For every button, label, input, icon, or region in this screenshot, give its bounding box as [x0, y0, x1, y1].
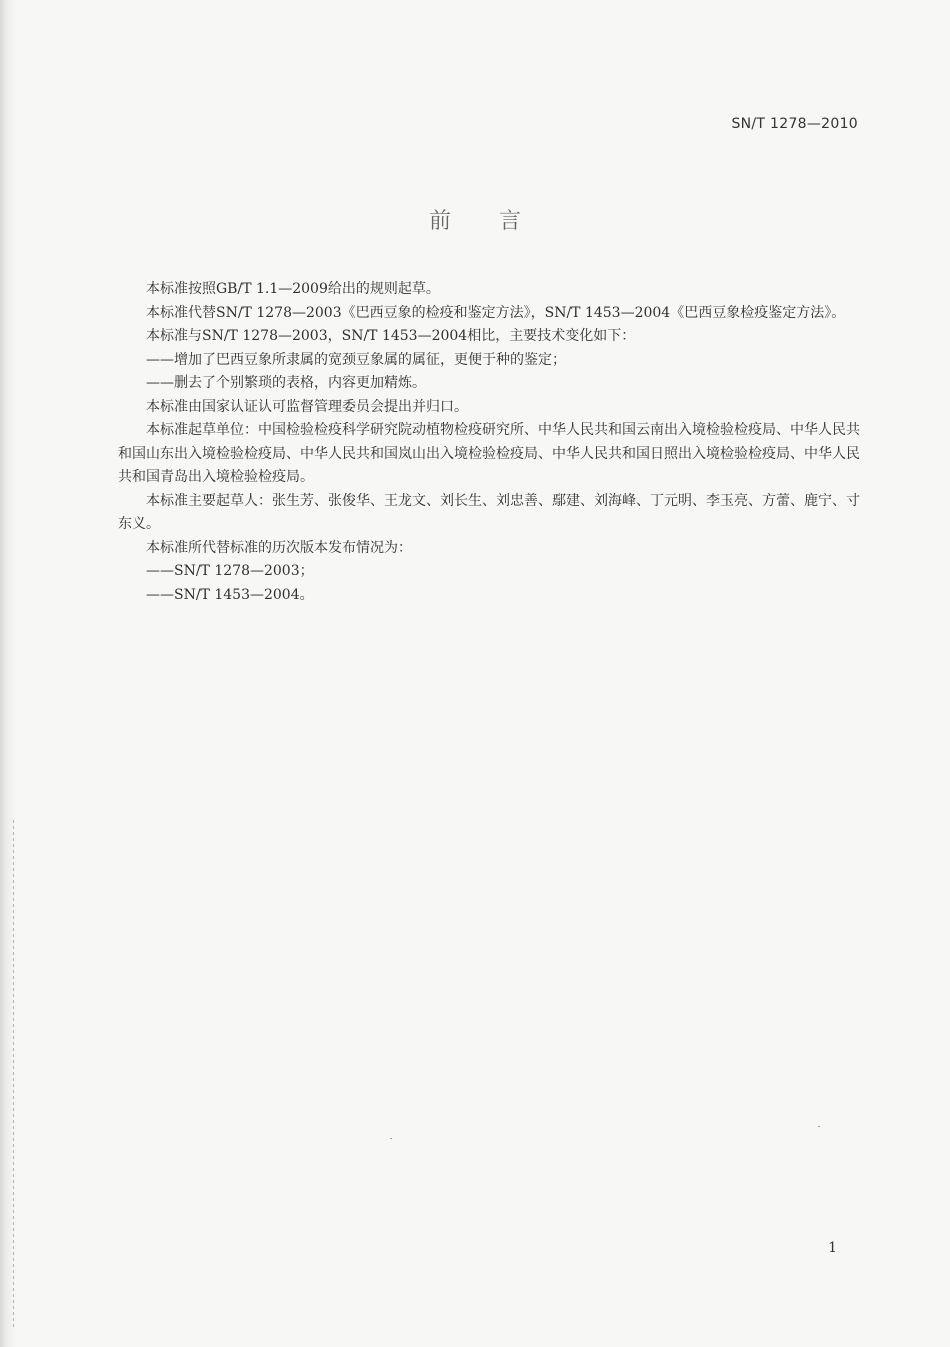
scan-speck [390, 1138, 392, 1139]
scan-edge-line [13, 820, 14, 1330]
list-item-change-1: ——增加了巴西豆象所隶属的宽颈豆象属的属征，更便于种的鉴定； [146, 351, 566, 368]
scan-speck [818, 1126, 820, 1127]
paragraph-drafting-units: 本标准起草单位：中国检验检疫科学研究院动植物检疫研究所、中华人民共和国云南出入境检验检疫局、中华人民共和国山东出入境检验检疫局、中华人民共和国岚山出入境检验检疫局、中华人民共和国日照出入境检验检疫局、中华人民共和国青岛出入境检验检疫局。 [118, 422, 860, 485]
list-item-change-2: ——删去了个别繁琐的表格，内容更加精炼。 [146, 375, 426, 391]
page-title: 前言 [428, 209, 569, 234]
list-item-history-1: ——SN/T 1278—2003； [146, 563, 314, 579]
paragraph-drafters: 本标准主要起草人：张生芳、张俊华、王龙文、刘长生、刘忠善、鄢建、刘海峰、丁元明、李玉亮、方蕾、鹿宁、寸东义。 [118, 492, 860, 532]
standard-code: SN/T 1278—2010 [731, 116, 858, 132]
page-number: 1 [828, 1240, 837, 1256]
paragraph-history-intro: 本标准所代替标准的历次版本发布情况为： [146, 539, 412, 556]
paragraph-replaces: 本标准代替SN/T 1278—2003《巴西豆象的检疫和鉴定方法》，SN/T 1453—2004《巴西豆象检疫鉴定方法》。 [146, 304, 846, 321]
list-item-history-2: ——SN/T 1453—2004。 [146, 586, 314, 603]
foreword-body [118, 278, 860, 607]
paragraph-proposed-by: 本标准由国家认证认可监督管理委员会提出并归口。 [146, 398, 468, 415]
paragraph-drafting-rules: 本标准按照GB/T 1.1—2009给出的规则起草。 [146, 281, 440, 297]
paragraph-changes-intro: 本标准与SN/T 1278—2003，SN/T 1453—2004相比，主要技术变化如下： [146, 328, 636, 344]
